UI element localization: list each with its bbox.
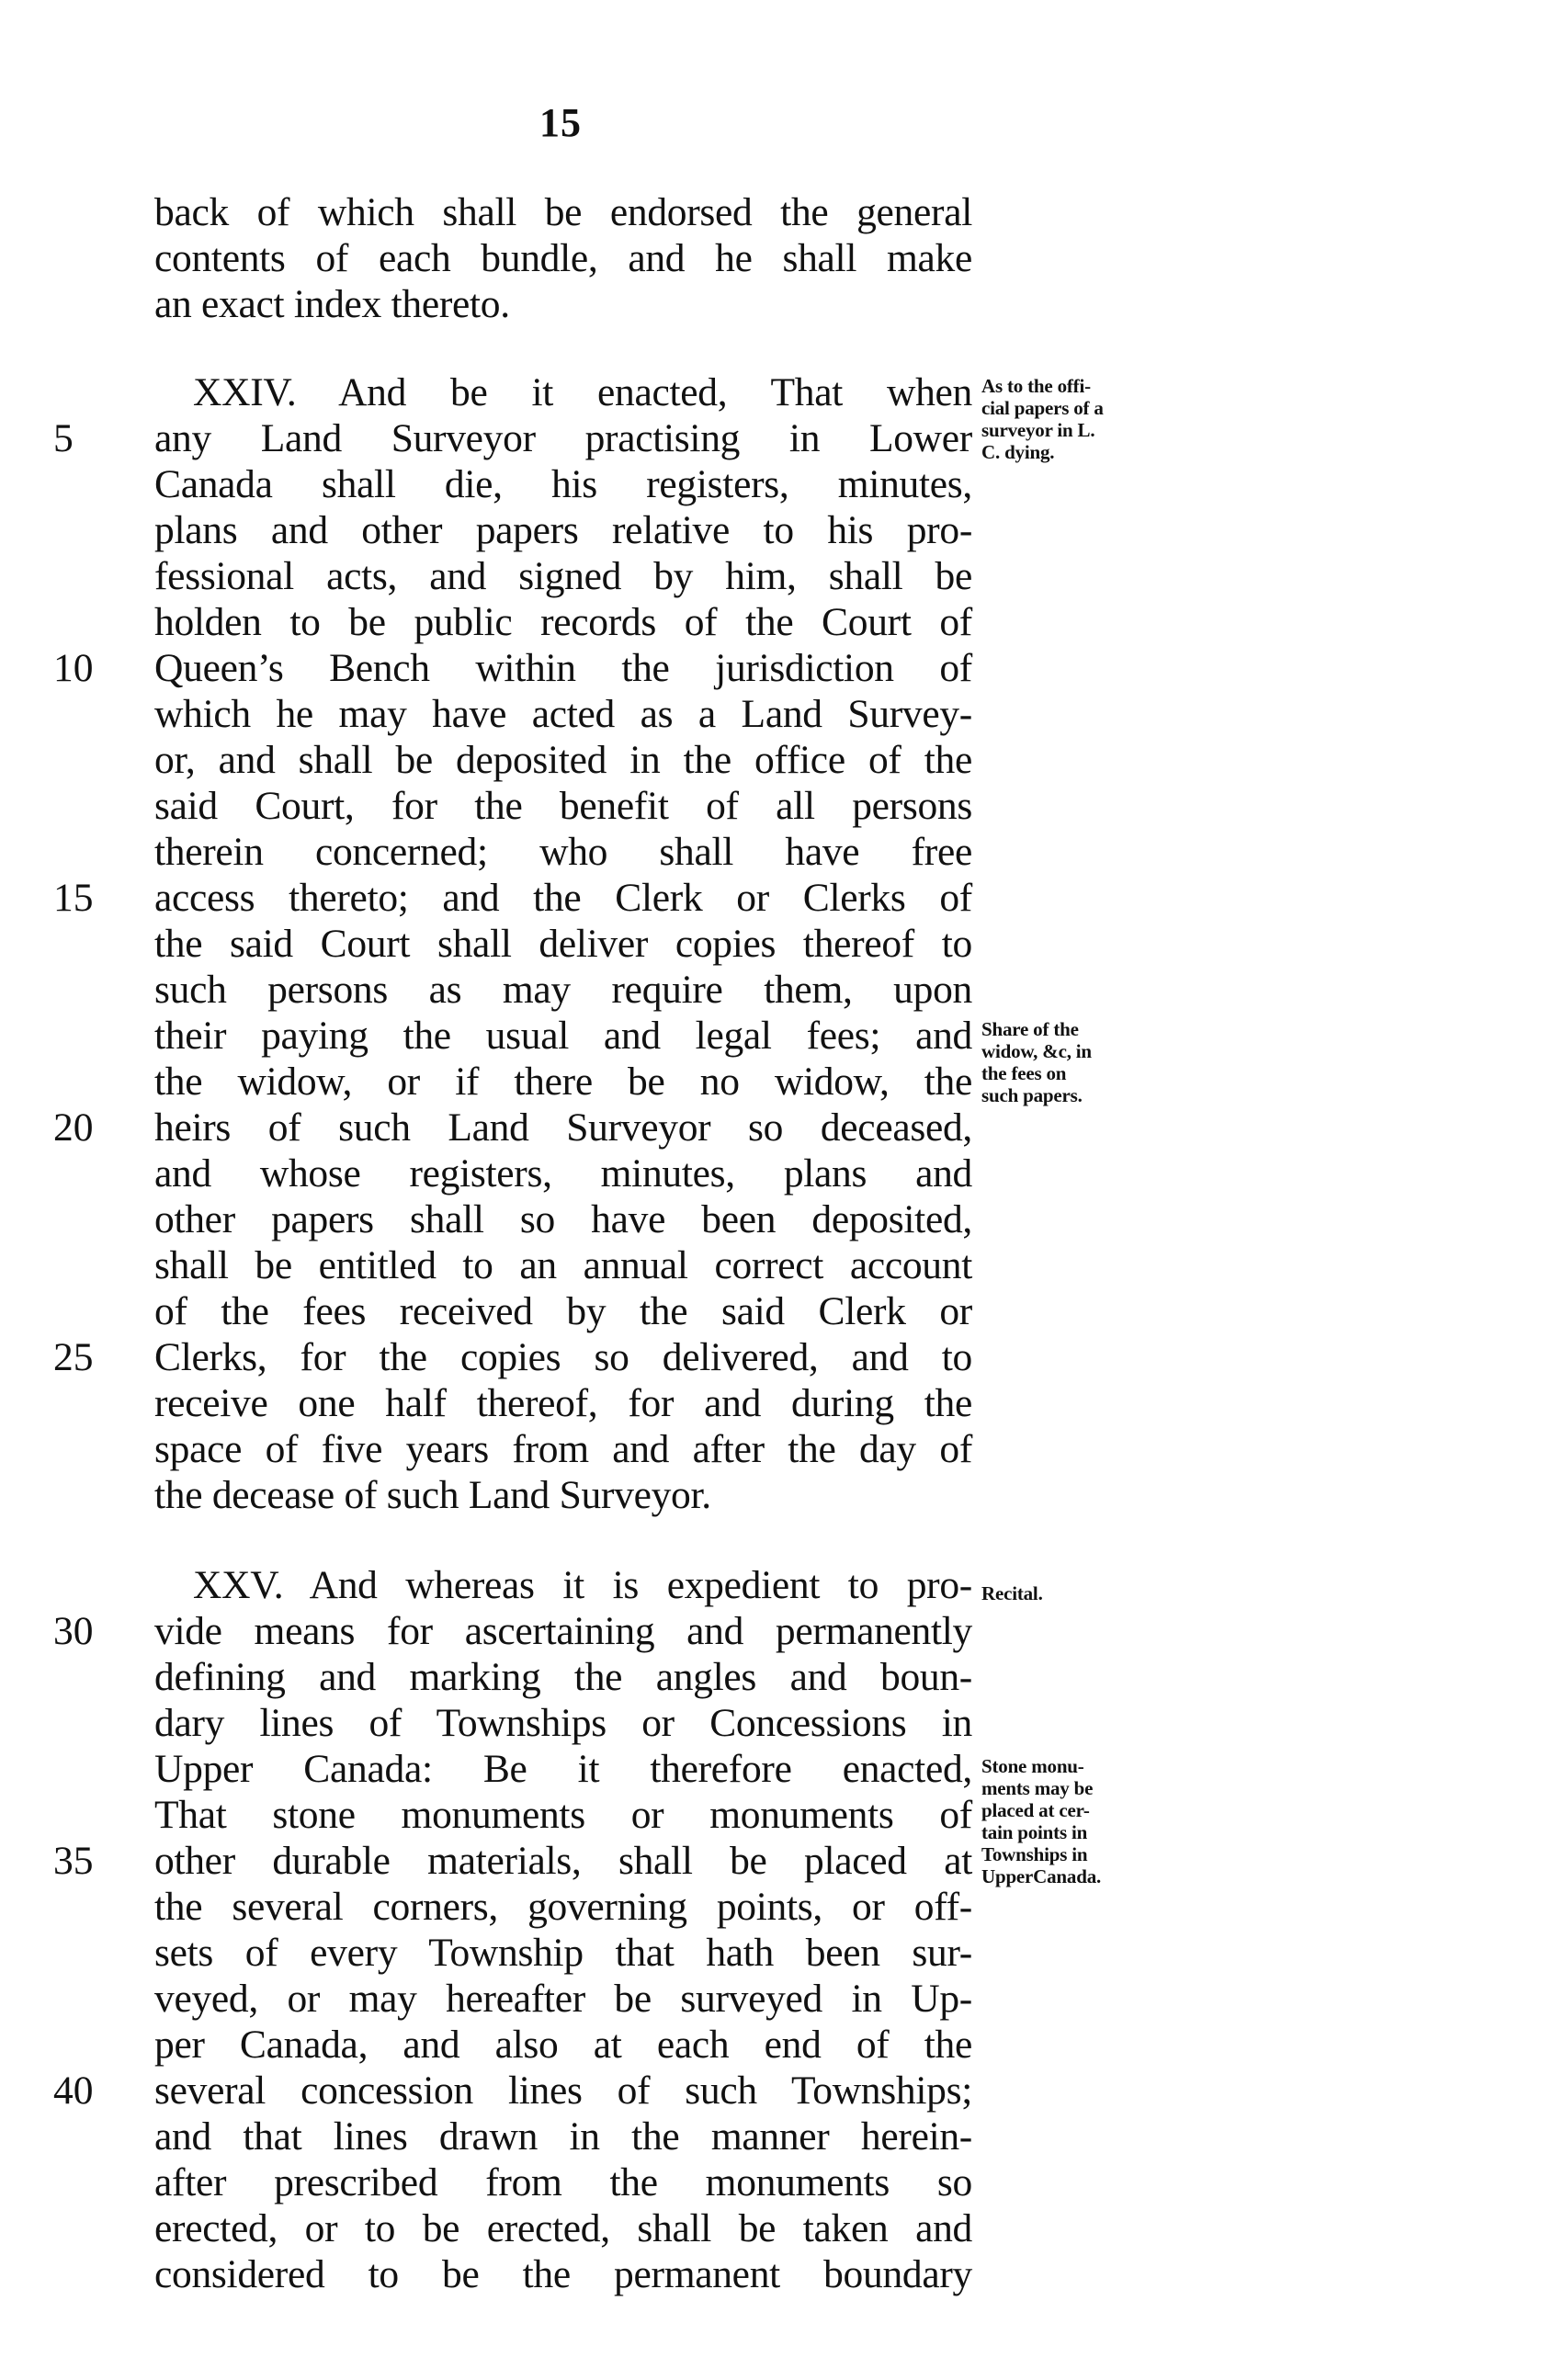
- line-number: 40: [53, 2068, 94, 2113]
- marginal-note-line: ments may be: [981, 1777, 1094, 1799]
- text-line: their paying the usual and legal fees; and: [154, 1014, 972, 1058]
- text-line: said Court, for the benefit of all persons: [154, 784, 972, 828]
- text-line: considered to be the permanent boundary: [154, 2252, 972, 2296]
- marginal-note: [981, 1755, 1184, 1887]
- text-line: erected, or to be erected, shall be taken and: [154, 2206, 972, 2250]
- line-number: 35: [53, 1839, 94, 1883]
- text-line: other durable materials, shall be placed at: [154, 1839, 972, 1883]
- marginal-note-line: Townships in: [981, 1843, 1088, 1865]
- text-line: receive one half thereof, for and during the: [154, 1381, 972, 1425]
- text-line: sets of every Township that hath been sur-: [154, 1931, 972, 1975]
- text-line: the several corners, governing points, or off-: [154, 1885, 972, 1929]
- text-line: Queen’s Bench within the jurisdiction of: [154, 646, 972, 690]
- text-line: which he may have acted as a Land Survey-: [154, 692, 972, 736]
- line-number: 20: [53, 1105, 94, 1150]
- marginal-note-line: As to the offi-: [981, 375, 1091, 397]
- text-line: defining and marking the angles and boun-: [154, 1655, 972, 1699]
- marginal-note-line: the fees on: [981, 1062, 1067, 1084]
- marginal-note: [981, 375, 1184, 463]
- text-line: or, and shall be deposited in the office of the: [154, 738, 972, 782]
- marginal-note-line: Stone monu-: [981, 1755, 1084, 1777]
- text-line: dary lines of Townships or Concessions in: [154, 1701, 972, 1745]
- text-line: veyed, or may hereafter be surveyed in Up-: [154, 1977, 972, 2021]
- text-line: holden to be public records of the Court of: [154, 600, 972, 644]
- text-line: the widow, or if there be no widow, the: [154, 1060, 972, 1104]
- page-number: 15: [539, 100, 582, 145]
- line-number: 30: [53, 1609, 94, 1653]
- marginal-note-line: surveyor in L.: [981, 419, 1095, 441]
- marginal-note-line: tain points in: [981, 1821, 1088, 1843]
- text-line: an exact index thereto.: [154, 282, 510, 326]
- line-number: 15: [53, 876, 94, 920]
- line-number: 25: [53, 1335, 94, 1379]
- marginal-note-line: UpperCanada.: [981, 1865, 1102, 1887]
- text-line: other papers shall so have been deposited,: [154, 1197, 972, 1241]
- text-line: Upper Canada: Be it therefore enacted,: [154, 1747, 972, 1791]
- marginal-note-line: cial papers of a: [981, 397, 1104, 419]
- text-line: access thereto; and the Clerk or Clerks of: [154, 876, 972, 920]
- marginal-note-line: Recital.: [981, 1582, 1043, 1604]
- text-line: shall be entitled to an annual correct account: [154, 1243, 972, 1287]
- section-heading-line: XXV. And whereas it is expedient to pro-: [193, 1563, 972, 1607]
- line-number: 5: [53, 416, 74, 460]
- text-line: the said Court shall deliver copies thereof to: [154, 922, 972, 966]
- section-heading-line: XXIV. And be it enacted, That when: [193, 370, 972, 414]
- text-line: and that lines drawn in the manner herein-: [154, 2114, 972, 2159]
- text-line: space of five years from and after the day of: [154, 1427, 972, 1471]
- text-line: Canada shall die, his registers, minutes,: [154, 462, 972, 506]
- marginal-note: [981, 1018, 1184, 1106]
- marginal-note: [981, 1582, 1184, 1604]
- text-line: per Canada, and also at each end of the: [154, 2023, 972, 2067]
- text-line: several concession lines of such Townships;: [154, 2068, 972, 2113]
- text-line: contents of each bundle, and he shall make: [154, 236, 972, 280]
- text-line: and whose registers, minutes, plans and: [154, 1151, 972, 1196]
- text-line: That stone monuments or monuments of: [154, 1793, 972, 1837]
- line-number: 10: [53, 646, 94, 690]
- marginal-note-line: C. dying.: [981, 441, 1055, 463]
- text-line: Clerks, for the copies so delivered, and to: [154, 1335, 972, 1379]
- text-line: plans and other papers relative to his pro-: [154, 508, 972, 552]
- text-line: such persons as may require them, upon: [154, 968, 972, 1012]
- marginal-note-line: placed at cer-: [981, 1799, 1090, 1821]
- text-line: therein concerned; who shall have free: [154, 830, 972, 874]
- text-line: back of which shall be endorsed the general: [154, 190, 972, 234]
- text-line: after prescribed from the monuments so: [154, 2160, 972, 2204]
- text-line: fessional acts, and signed by him, shall be: [154, 554, 972, 598]
- text-line: any Land Surveyor practising in Lower: [154, 416, 972, 460]
- marginal-note-line: Share of the: [981, 1018, 1079, 1040]
- text-line: vide means for ascertaining and permanently: [154, 1609, 972, 1653]
- marginal-note-line: such papers.: [981, 1084, 1083, 1106]
- text-line: heirs of such Land Surveyor so deceased,: [154, 1105, 972, 1150]
- marginal-note-line: widow, &c, in: [981, 1040, 1092, 1062]
- text-line: of the fees received by the said Clerk or: [154, 1289, 972, 1333]
- text-line: the decease of such Land Surveyor.: [154, 1473, 711, 1517]
